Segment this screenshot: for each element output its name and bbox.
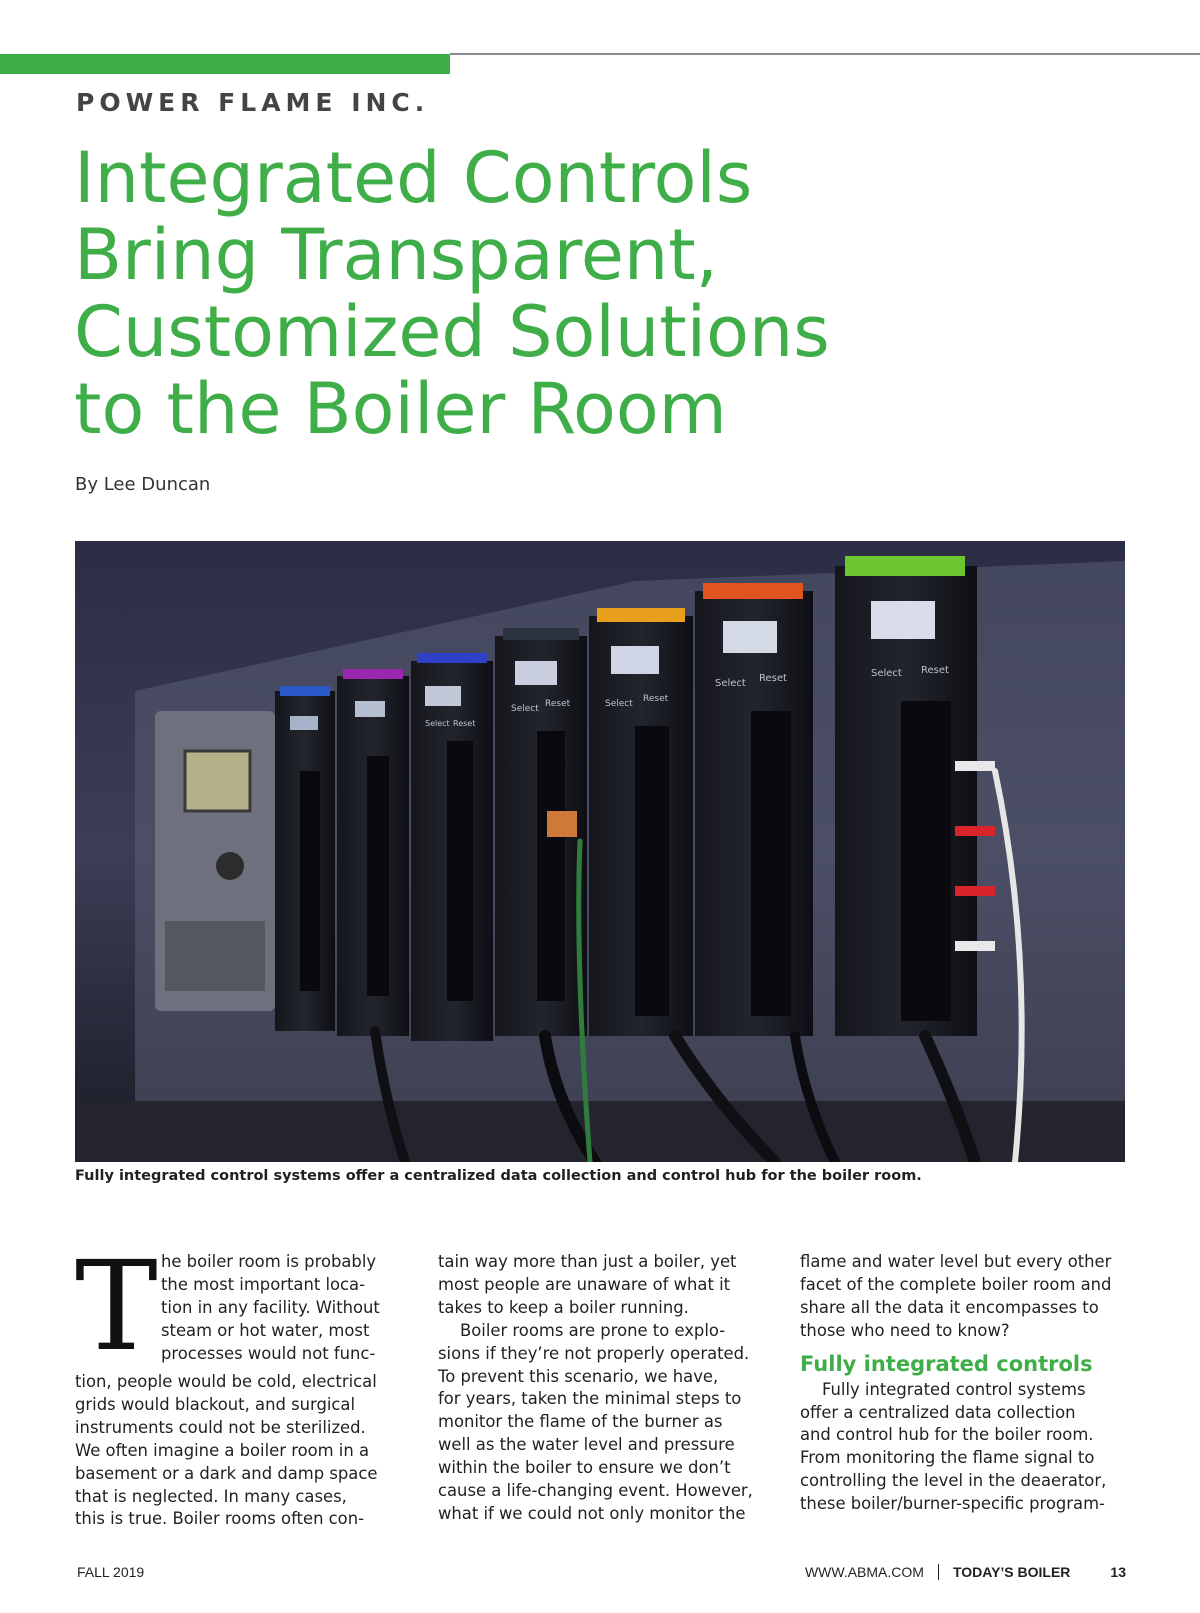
module-label-reset: Reset [453,719,476,728]
text-line: facet of the complete boiler room and [800,1274,1112,1294]
text-line: those who need to know? [800,1320,1010,1340]
module-label-reset: Reset [921,665,949,676]
title-line: to the Boiler Room [74,368,727,450]
text-line: most people are unaware of what it [438,1274,731,1294]
text-line: We often imagine a boiler room in a [75,1440,369,1460]
text-line: From monitoring the flame signal to [800,1448,1095,1468]
text-line: flame and water level but every other [800,1252,1112,1271]
module-1 [275,686,335,1031]
module-label-select: Select [605,699,633,709]
text-line: To prevent this scenario, we have, [438,1366,719,1386]
footer-issue: FALL 2019 [77,1564,145,1580]
text-line: Fully integrated control systems [822,1379,1086,1399]
header-rule [450,53,1200,55]
text-line: instruments could not be sterilized. [75,1417,366,1437]
text-line: and control hub for the boiler room. [800,1425,1094,1445]
module-cap [343,669,403,679]
text-line: sions if they’re not properly operated. [438,1343,750,1363]
module-label-reset: Reset [759,673,787,684]
text-line: offer a centralized data collection [800,1402,1076,1422]
module-4 [495,628,587,1036]
text-line: he boiler room is probably [161,1252,377,1271]
title-line: Bring Transparent, [74,214,718,296]
text-line: within the boiler to ensure we don’t [438,1458,731,1478]
module-cap [597,608,685,622]
master-controller [155,711,275,1011]
company-kicker: POWER FLAME INC. [76,88,430,117]
text-line: what if we could not only monitor the [438,1503,746,1523]
module-5 [589,608,693,1036]
text-line: basement or a dark and damp space [75,1463,378,1483]
text-line: the most important loca- [161,1274,366,1294]
text-line: that is neglected. In many cases, [75,1486,347,1506]
body-column-3 [800,1251,1130,1516]
title-line: Integrated Controls [74,137,753,219]
footer-divider [938,1564,939,1580]
text-line: well as the water level and pressure [438,1435,735,1455]
text-line: Boiler rooms are prone to explo- [460,1320,726,1340]
module-label-select: Select [511,704,539,714]
text-line: processes would not func- [161,1343,376,1363]
article-title [74,137,1134,450]
footer-website: WWW.ABMA.COM [804,1564,924,1580]
footer-right [805,1564,1126,1580]
drop-cap: T [75,1235,158,1379]
text-line: grids would blackout, and surgical [75,1394,356,1414]
text-line: cause a life-changing event. However, [438,1481,753,1501]
opening-paragraph [75,1235,410,1379]
text-line: controlling the level in the deaerator, [800,1471,1107,1491]
text-line: tion in any facility. Without [161,1297,380,1317]
body-column-2 [438,1251,773,1526]
module-label-select: Select [425,719,450,728]
module-cap [280,686,330,696]
module-cap [503,628,579,640]
footer-magazine-name: TODAY’S BOILER [952,1564,1071,1580]
section-subhead: Fully integrated controls [800,1351,1093,1376]
module-cap [703,583,803,599]
module-label-select: Select [871,668,902,679]
text-line: steam or hot water, most [161,1320,370,1340]
body-column-1 [75,1235,410,1531]
text-line: for years, taken the minimal steps to [438,1389,742,1409]
text-line: tain way more than just a boiler, yet [438,1252,737,1271]
module-2 [337,669,409,1036]
module-3 [411,653,493,1041]
module-label-reset: Reset [545,699,571,709]
header-accent-bar [0,54,450,74]
text-line: monitor the flame of the burner as [438,1412,723,1432]
text-line: these boiler/burner-specific program- [800,1494,1105,1514]
module-label-select: Select [715,678,746,689]
text-line: takes to keep a boiler running. [438,1297,689,1317]
control-modules-illustration [75,541,1125,1162]
page-number: 13 [1110,1564,1126,1580]
photo-caption: Fully integrated control systems offer a centralized data collection and control hub for the boiler room. [75,1168,922,1184]
text-line: tion, people would be cold, electrical [75,1372,377,1391]
module-label-reset: Reset [643,694,669,704]
article-photo [75,541,1125,1162]
module-7 [835,556,995,1036]
module-cap [845,556,965,576]
module-6 [695,583,813,1036]
byline: By Lee Duncan [75,474,211,495]
module-cap [417,653,487,663]
title-line: Customized Solutions [74,291,830,373]
text-line: share all the data it encompasses to [800,1297,1099,1317]
text-line: this is true. Boiler rooms often con- [75,1509,365,1529]
